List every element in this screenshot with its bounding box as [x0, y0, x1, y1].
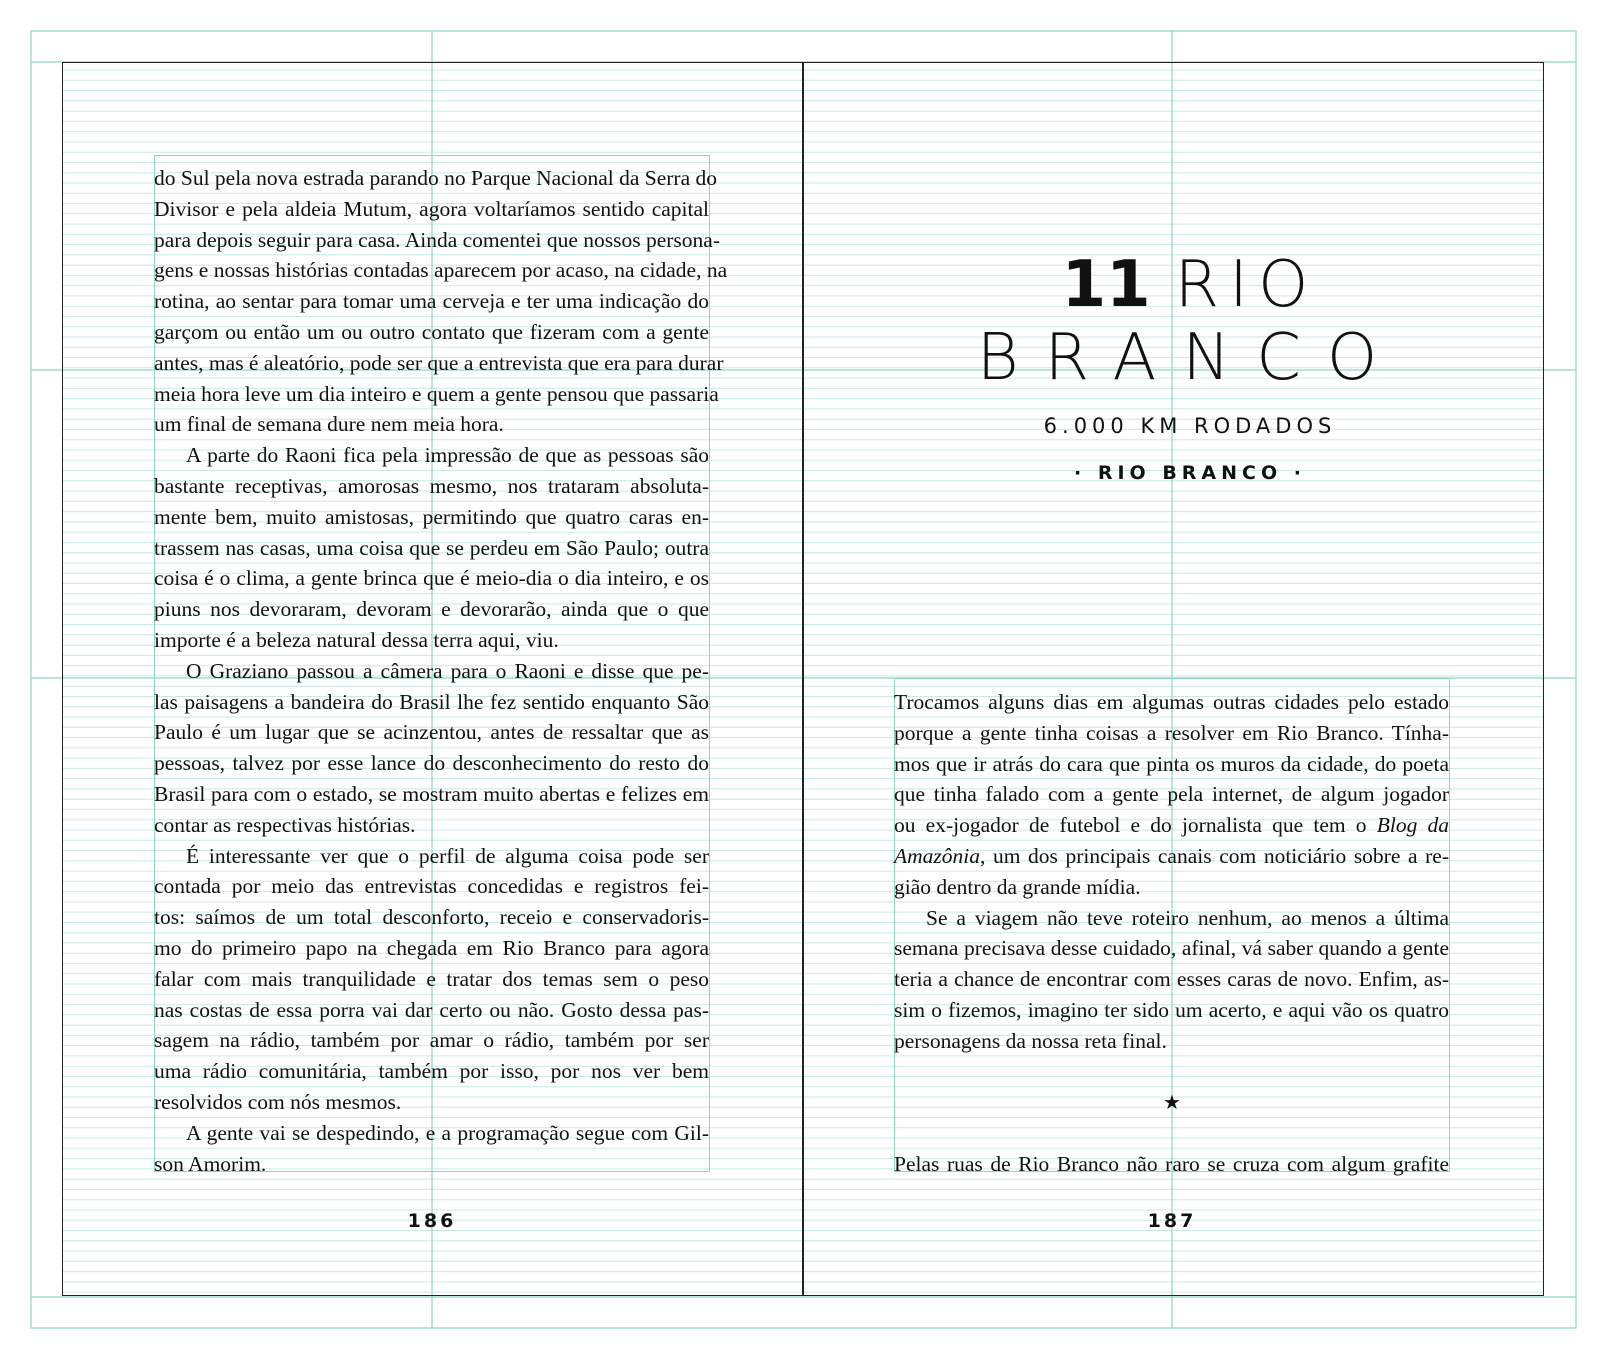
text-line	[154, 563, 709, 594]
line-text: piuns nos devoraram, devoram e devorarão, ainda que o que	[154, 597, 709, 622]
line-text: meia hora leve um dia inteiro e quem a gente pensou que passaria	[154, 381, 719, 406]
line-text: gens e nossas histórias contadas aparecem por acaso, na cidade, na	[154, 258, 728, 283]
right-page-final-line	[894, 1149, 1449, 1180]
line-text: nas costas de essa porra vai dar certo ou não. Gosto dessa pas-	[154, 997, 709, 1022]
text-line	[154, 810, 709, 841]
line-text: garçom ou então um ou outro contato que fizeram com a gente	[154, 319, 709, 344]
line-text: antes, mas é aleatório, pode ser que a entrevista que era para durar	[154, 350, 724, 375]
text-line	[894, 749, 1449, 780]
line-text: A gente vai se despedindo, e a programação segue com Gil-	[186, 1120, 709, 1145]
text-line	[154, 933, 709, 964]
text-line	[894, 718, 1449, 749]
text-line	[154, 871, 709, 902]
text-line	[154, 348, 724, 379]
line-text: mos que ir atrás do cara que pinta os muros da cidade, do poeta	[894, 751, 1449, 776]
line-text: do Sul pela nova estrada parando no Parque Nacional da Serra do	[154, 166, 717, 190]
text-line	[894, 841, 1449, 872]
line-text: , um dos principais canais com noticiário sobre a re-	[980, 843, 1449, 868]
text-line	[154, 841, 709, 872]
text-line	[154, 1087, 709, 1118]
text-line	[894, 779, 1449, 810]
text-line	[154, 1149, 709, 1180]
text-line	[154, 194, 709, 225]
text-line	[894, 687, 1449, 718]
line-text: Brasil para com o estado, se mostram muito abertas e felizes em	[154, 781, 709, 806]
text-line	[894, 933, 1449, 964]
text-line	[894, 1026, 1449, 1057]
text-line	[154, 317, 709, 348]
text-line	[154, 225, 720, 256]
text-line	[154, 717, 709, 748]
line-text: Se a viagem não teve roteiro nenhum, ao menos a última	[926, 905, 1449, 930]
text-line	[154, 163, 717, 194]
line-text: importe é a beleza natural dessa terra aqui, viu.	[154, 627, 559, 652]
line-text: uma rádio comunitária, também por isso, por nos ver bem	[154, 1059, 709, 1084]
text-line: Pelas ruas de Rio Branco não raro se cruza com algum grafite	[894, 1152, 1449, 1176]
text-line	[154, 964, 709, 995]
chapter-subtitle: 6.000 KM RODADOS	[1043, 414, 1337, 438]
text-line	[154, 1118, 709, 1149]
line-text: É interessante ver que o perfil de alguma coisa pode ser	[186, 843, 709, 868]
line-text: porque a gente tinha coisas a resolver em Rio Branco. Tínha-	[894, 720, 1449, 745]
text-line	[154, 502, 709, 533]
line-text: para depois seguir para casa. Ainda comentei que nossos persona-	[154, 227, 720, 252]
text-line	[154, 656, 709, 687]
line-text: bastante receptivas, amorosas mesmo, nos trataram absoluta-	[154, 473, 709, 498]
text-line	[154, 1056, 709, 1087]
line-text: teria a chance de encontrar com esses caras de novo. Enfim, as-	[894, 967, 1449, 992]
line-text: O Graziano passou a câmera para o Raoni e disse que pe-	[186, 658, 709, 683]
right-folio: 187	[1147, 1210, 1197, 1232]
text-line	[154, 748, 709, 779]
line-text: ou ex-jogador de futebol e do jornalista que tem o	[894, 813, 1377, 838]
right-page-body	[894, 687, 1449, 1057]
text-line	[154, 286, 709, 317]
spine-line	[802, 62, 804, 1296]
text-line	[154, 409, 709, 440]
line-text: sagem na rádio, também por amar o rádio, também por ser	[154, 1028, 709, 1053]
left-page-body	[154, 163, 728, 1179]
left-folio: 186	[407, 1210, 457, 1232]
text-line	[894, 995, 1449, 1026]
chapter-location: · RIO BRANCO ·	[1074, 462, 1306, 484]
text-line	[154, 625, 709, 656]
chapter-title-line2: BRANCO	[976, 321, 1404, 395]
text-line	[154, 471, 709, 502]
line-text: coisa é o clima, a gente brinca que é meio-dia o dia inteiro, e os	[154, 566, 709, 591]
line-text: semana precisava desse cuidado, afinal, vá saber quando a gente	[894, 936, 1449, 961]
text-line	[154, 533, 709, 564]
chapter-number: 11	[1061, 248, 1151, 322]
text-line	[154, 1025, 709, 1056]
star-separator: ★	[1163, 1092, 1181, 1114]
line-text: contar as respectivas histórias.	[154, 812, 416, 837]
line-text: son Amorim.	[154, 1151, 267, 1176]
text-line	[154, 440, 709, 471]
text-line	[894, 872, 1449, 903]
line-text: um final de semana dure nem meia hora.	[154, 412, 504, 437]
line-text: Paulo é um lugar que se acinzentou, antes de ressaltar que as	[154, 720, 709, 745]
text-line	[154, 594, 709, 625]
line-text: mente bem, muito amistosas, permitindo que quatro caras en-	[154, 504, 709, 529]
line-text: que tinha falado com a gente pela internet, de algum jogador	[894, 782, 1449, 807]
line-text: tos: saímos de um total desconforto, receio e conservadoris-	[154, 905, 709, 930]
chapter-heading	[900, 250, 1480, 484]
line-text: las paisagens a bandeira do Brasil lhe fez sentido enquanto São	[154, 689, 709, 714]
chapter-title-line1	[900, 250, 1480, 320]
text-line	[154, 995, 709, 1026]
line-text: rotina, ao sentar para tomar uma cerveja e ter uma indicação do	[154, 289, 709, 314]
text-line	[154, 779, 709, 810]
italic-text: Blog da	[1376, 813, 1450, 838]
line-text: Divisor e pela aldeia Mutum, agora voltaríamos sentido capital	[154, 196, 709, 221]
text-line	[154, 687, 709, 718]
text-line	[154, 379, 719, 410]
line-text: sim o fizemos, imagino ter sido um acerto, e aqui vão os quatro	[894, 997, 1449, 1022]
line-text: falar com mais tranquilidade e tratar dos temas sem o peso	[154, 966, 709, 991]
line-text: personagens da nossa reta final.	[894, 1028, 1167, 1053]
text-line	[894, 810, 1449, 841]
text-line	[154, 902, 709, 933]
line-text: resolvidos com nós mesmos.	[154, 1089, 402, 1114]
text-line	[154, 255, 728, 286]
line-text: mo do primeiro papo na chegada em Rio Branco para agora	[154, 935, 709, 960]
line-text: pessoas, talvez por esse lance do desconhecimento do resto do	[154, 751, 709, 776]
line-text: contada por meio das entrevistas concedidas e registros fei-	[154, 874, 709, 899]
line-text: Trocamos alguns dias em algumas outras cidades pelo estado	[894, 690, 1449, 714]
line-text: gião dentro da grande mídia.	[894, 874, 1141, 899]
text-line	[894, 903, 1449, 934]
italic-text: Amazônia	[894, 843, 980, 868]
line-text: trassem nas casas, uma coisa que se perdeu em São Paulo; outra	[154, 535, 709, 560]
text-line	[894, 964, 1449, 995]
line-text: A parte do Raoni fica pela impressão de que as pessoas são	[186, 443, 709, 468]
chapter-title-word1: RIO	[1174, 248, 1319, 322]
